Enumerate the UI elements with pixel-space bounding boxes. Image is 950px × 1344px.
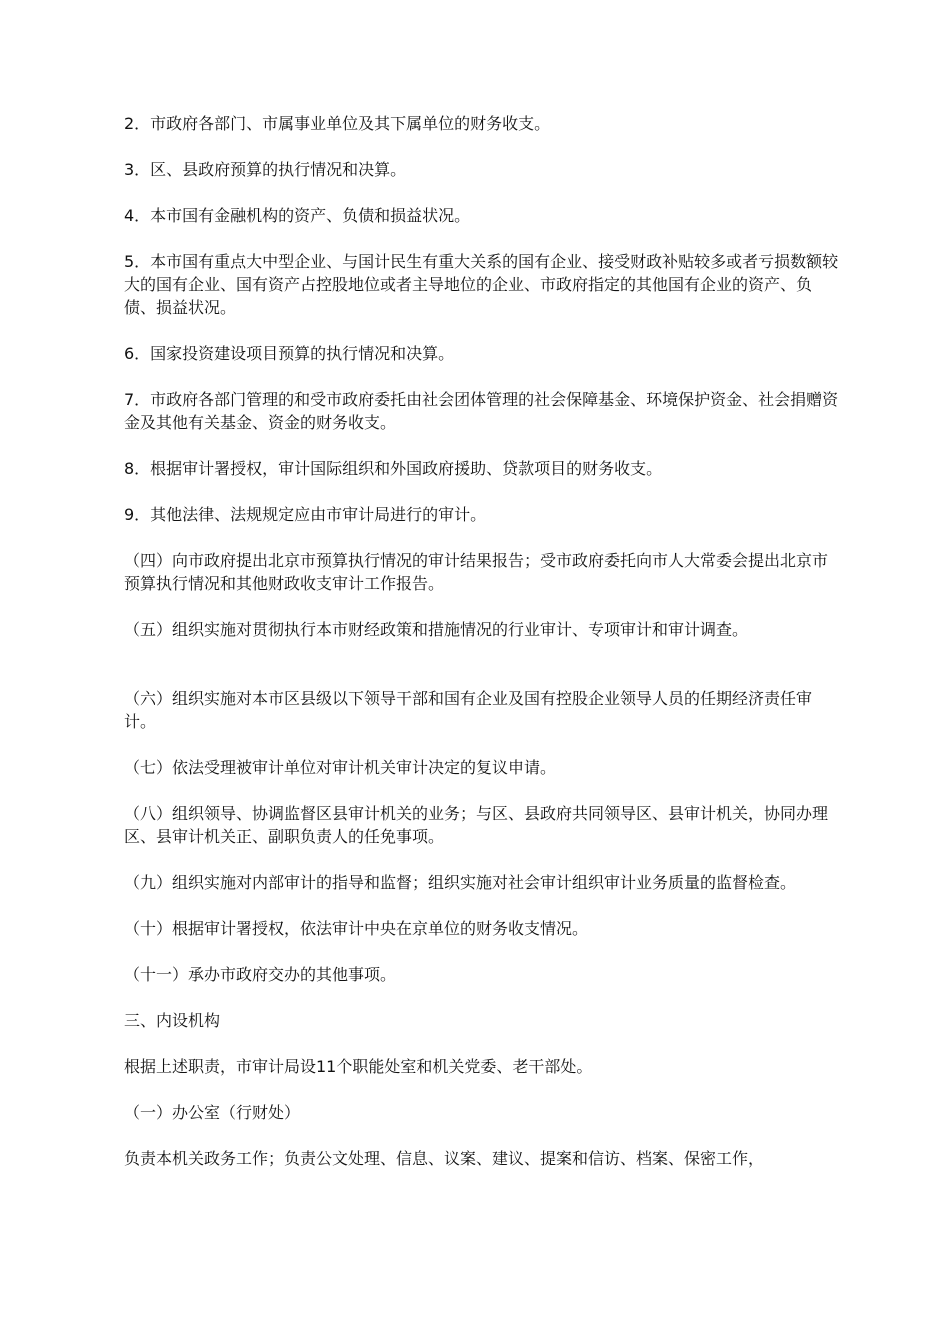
paragraph-duty-6: （六）组织实施对本市区县级以下领导干部和国有企业及国有控股企业领导人员的任期经济责任审计。 (124, 689, 813, 731)
paragraph-duty-9: （九）组织实施对内部审计的指导和监督；组织实施对社会审计组织审计业务质量的监督检查。 (124, 873, 797, 892)
section-heading-internal-structure: 三、内设机构 (124, 1011, 221, 1030)
paragraph-item-6: 6．国家投资建设项目预算的执行情况和决算。 (124, 344, 455, 363)
paragraph-duty-10: （十）根据审计署授权，依法审计中央在京单位的财务收支情况。 (124, 919, 589, 938)
paragraph-item-7: 7．市政府各部门管理的和受市政府委托由社会团体管理的社会保障基金、环境保护资金、社会捐赠资金及其他有关基金、资金的财务收支。 (124, 390, 839, 432)
paragraph-duty-8: （八）组织领导、协调监督区县审计机关的业务；与区、县政府共同领导区、县审计机关，协同办理区、县审计机关正、副职负责人的任免事项。 (124, 804, 829, 846)
paragraph-duty-4: （四）向市政府提出北京市预算执行情况的审计结果报告；受市政府委托向市人大常委会提出北京市预算执行情况和其他财政收支审计工作报告。 (124, 551, 829, 593)
paragraph-item-3: 3．区、县政府预算的执行情况和决算。 (124, 160, 407, 179)
paragraph-office-duties: 负责本机关政务工作；负责公文处理、信息、议案、建议、提案和信访、档案、保密工作， (124, 1149, 765, 1168)
paragraph-duty-11: （十一）承办市政府交办的其他事项。 (124, 965, 397, 984)
paragraph-item-5: 5．本市国有重点大中型企业、与国计民生有重大关系的国有企业、接受财政补贴较多或者亏损数额较大的国有企业、国有资产占控股地位或者主导地位的企业、市政府指定的其他国有企业的资产、负债、损益状况。 (124, 252, 839, 317)
paragraph-structure-intro: 根据上述职责，市审计局设11个职能处室和机关党委、老干部处。 (124, 1057, 593, 1076)
paragraph-duty-5: （五）组织实施对贯彻执行本市财经政策和措施情况的行业审计、专项审计和审计调查。 (124, 620, 749, 639)
subheading-general-office: （一）办公室（行财处） (124, 1103, 301, 1122)
paragraph-duty-7: （七）依法受理被审计单位对审计机关审计决定的复议申请。 (124, 758, 557, 777)
paragraph-item-4: 4．本市国有金融机构的资产、负债和损益状况。 (124, 206, 471, 225)
paragraph-item-8: 8．根据审计署授权，审计国际组织和外国政府援助、贷款项目的财务收支。 (124, 459, 663, 478)
paragraph-item-2: 2．市政府各部门、市属事业单位及其下属单位的财务收支。 (124, 114, 551, 133)
paragraph-item-9: 9．其他法律、法规规定应由市审计局进行的审计。 (124, 505, 487, 524)
document-body (124, 112, 840, 1193)
